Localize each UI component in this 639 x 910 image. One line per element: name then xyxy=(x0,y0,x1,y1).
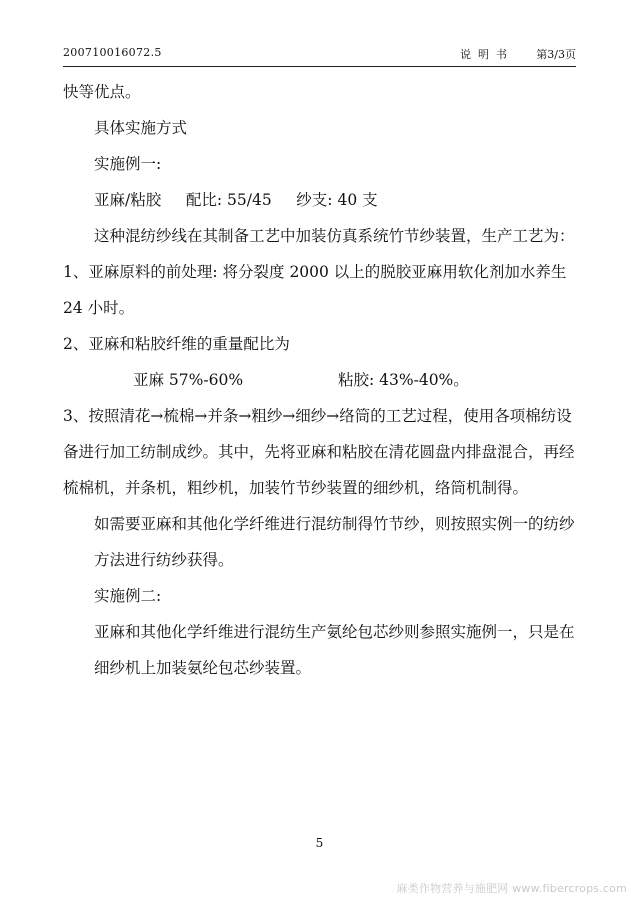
step-3: 3、按照清花→梳棉→并条→粗纱→细纱→络筒的工艺过程，使用各项棉纺设备进行加工纺制成纱。其中，先将亚麻和粘胶在清花圆盘内排盘混合，再经梳棉机，并条机，粗纱机，加装竹节纱装置的细纱机，络筒机制得。 xyxy=(63,407,575,497)
document-type: 说明书 xyxy=(460,48,514,61)
example2-heading: 实施例二: xyxy=(94,587,162,605)
page-info: 第3/3页 xyxy=(536,48,576,61)
document-body xyxy=(63,74,583,686)
step-1: 1、亚麻原料的前处理: 将分裂度 2000 以上的脱胶亚麻用软化剂加水养生 24 小时。 xyxy=(63,263,567,317)
example1-spec: 亚麻/粘胶 配比: 55/45 纱支: 40 支 xyxy=(94,191,378,209)
intro-line: 快等优点。 xyxy=(63,83,141,101)
other-fibers-paragraph: 如需要亚麻和其他化学纤维进行混纺制得竹节纱，则按照实例一的纺纱方法进行纺纱获得。 xyxy=(94,515,575,569)
page-number: 5 xyxy=(315,836,324,850)
application-number: 200710016072.5 xyxy=(63,46,162,59)
watermark: 麻类作物营养与施肥网 www.fibercrops.com xyxy=(396,882,627,895)
example2-description: 亚麻和其他化学纤维进行混纺生产氨纶包芯纱则参照实施例一，只是在细纱机上加装氨纶包芯纱装置。 xyxy=(94,623,575,677)
step-2: 2、亚麻和粘胶纤维的重量配比为 xyxy=(63,335,290,353)
embodiments-heading: 具体实施方式 xyxy=(94,119,188,137)
example1-heading: 实施例一: xyxy=(94,155,162,173)
ratio-row xyxy=(63,362,583,398)
header-divider xyxy=(63,66,576,67)
ratio-flax: 亚麻 57%-60% xyxy=(133,371,244,389)
ratio-viscose: 粘胶: 43%-40%。 xyxy=(338,371,469,389)
example1-description: 这种混纺纱线在其制备工艺中加装仿真系统竹节纱装置，生产工艺为： xyxy=(94,227,575,245)
page-header xyxy=(63,42,576,64)
